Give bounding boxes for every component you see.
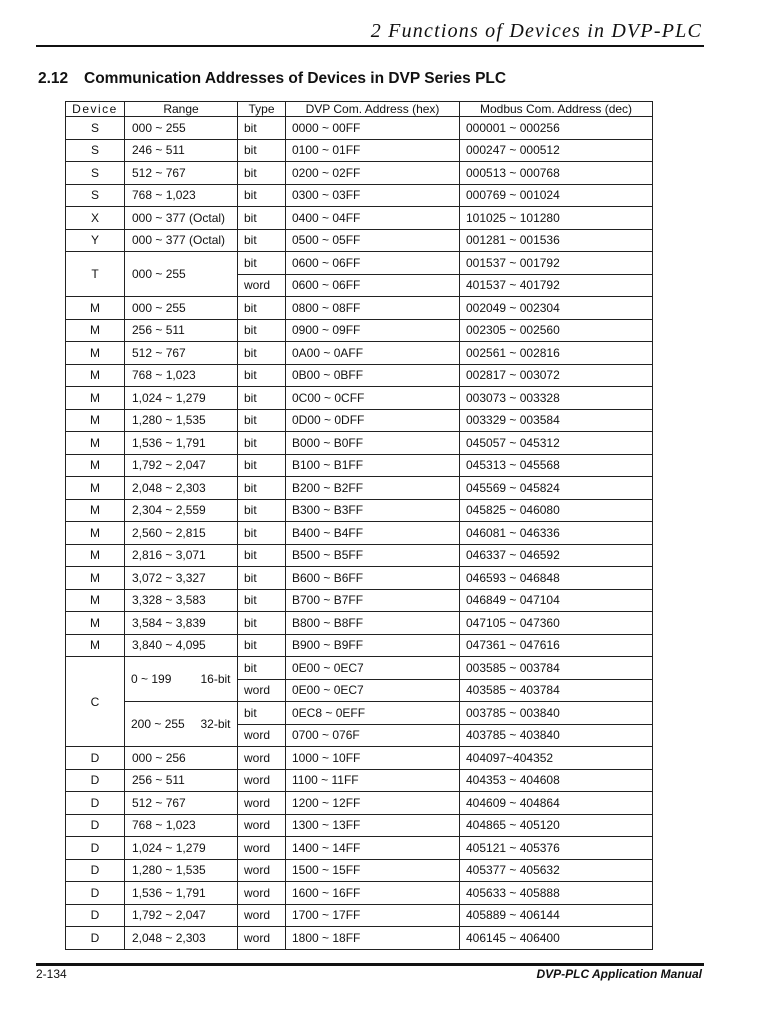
table-row [66,364,653,387]
range-cell: 2,048 ~ 2,303 [125,477,238,500]
header-rule [36,45,704,47]
dvp-address-cell: 0000 ~ 00FF [286,117,460,140]
table-row [66,634,653,657]
table-row [66,432,653,455]
chapter-header: 2 Functions of Devices in DVP-PLC [370,20,702,42]
device-cell: M [66,454,125,477]
range-cell: 000 ~ 255 [125,117,238,140]
type-cell: bit [238,657,286,680]
device-cell: M [66,522,125,545]
device-cell: T [66,252,125,297]
type-cell: word [238,747,286,770]
range-cell: 512 ~ 767 [125,162,238,185]
table-row [66,229,653,252]
modbus-address-cell: 401537 ~ 401792 [460,274,653,297]
range-cell: 1,536 ~ 1,791 [125,432,238,455]
type-cell: bit [238,364,286,387]
address-table [65,101,653,950]
footer-rule [36,963,704,966]
column-header-modbus-address: Modbus Com. Address (dec) [460,102,653,117]
device-cell: M [66,612,125,635]
type-cell: bit [238,252,286,275]
modbus-address-cell: 000247 ~ 000512 [460,139,653,162]
modbus-address-cell: 405121 ~ 405376 [460,837,653,860]
table-row [66,589,653,612]
range-cell: 2,560 ~ 2,815 [125,522,238,545]
device-cell: M [66,477,125,500]
modbus-address-cell: 003329 ~ 003584 [460,409,653,432]
dvp-address-cell: B300 ~ B3FF [286,499,460,522]
table-row [66,882,653,905]
dvp-address-cell: B400 ~ B4FF [286,522,460,545]
type-cell: word [238,927,286,950]
dvp-address-cell: B600 ~ B6FF [286,567,460,590]
range-cell: 000 ~ 256 [125,747,238,770]
dvp-address-cell: 1600 ~ 16FF [286,882,460,905]
device-cell: M [66,342,125,365]
device-cell: D [66,904,125,927]
dvp-address-cell: 0D00 ~ 0DFF [286,409,460,432]
dvp-address-cell: 0C00 ~ 0CFF [286,387,460,410]
modbus-address-cell: 000769 ~ 001024 [460,184,653,207]
type-cell: word [238,814,286,837]
device-cell: M [66,432,125,455]
type-cell: bit [238,544,286,567]
type-cell: bit [238,387,286,410]
table-row [66,207,653,230]
dvp-address-cell: 0E00 ~ 0EC7 [286,679,460,702]
page-number: 2-134 [36,967,67,981]
modbus-address-cell: 003585 ~ 003784 [460,657,653,680]
type-cell: word [238,837,286,860]
dvp-address-cell: B800 ~ B8FF [286,612,460,635]
modbus-address-cell: 046081 ~ 046336 [460,522,653,545]
range-cell: 000 ~ 255 [125,252,238,297]
type-cell: bit [238,139,286,162]
range-cell: 2,816 ~ 3,071 [125,544,238,567]
dvp-address-cell: 0EC8 ~ 0EFF [286,702,460,725]
range-cell: 3,072 ~ 3,327 [125,567,238,590]
modbus-address-cell: 404353 ~ 404608 [460,769,653,792]
table-row [66,297,653,320]
type-cell: word [238,274,286,297]
type-cell: word [238,882,286,905]
modbus-address-cell: 403785 ~ 403840 [460,724,653,747]
modbus-address-cell: 001537 ~ 001792 [460,252,653,275]
device-cell: C [66,657,125,747]
table-row [66,747,653,770]
device-cell: M [66,567,125,590]
modbus-address-cell: 405633 ~ 405888 [460,882,653,905]
type-cell: bit [238,297,286,320]
column-header-type: Type [238,102,286,117]
type-cell: bit [238,432,286,455]
device-cell: S [66,139,125,162]
type-cell: bit [238,612,286,635]
device-cell: D [66,769,125,792]
column-header-range: Range [125,102,238,117]
type-cell: bit [238,184,286,207]
counter-range-cell: 0 ~ 199 [125,657,198,702]
modbus-address-cell: 046593 ~ 046848 [460,567,653,590]
table-row [66,117,653,140]
table-row [66,477,653,500]
counter-width-cell: 16-bit [198,657,238,702]
column-header-dvp-address: DVP Com. Address (hex) [286,102,460,117]
modbus-address-cell: 003785 ~ 003840 [460,702,653,725]
table-row [66,612,653,635]
modbus-address-cell: 045313 ~ 045568 [460,454,653,477]
dvp-address-cell: 0300 ~ 03FF [286,184,460,207]
dvp-address-cell: B700 ~ B7FF [286,589,460,612]
dvp-address-cell: 0100 ~ 01FF [286,139,460,162]
table-row [66,927,653,950]
dvp-address-cell: 1500 ~ 15FF [286,859,460,882]
type-cell: word [238,769,286,792]
modbus-address-cell: 002561 ~ 002816 [460,342,653,365]
type-cell: word [238,679,286,702]
type-cell: word [238,792,286,815]
section-title-text: Communication Addresses of Devices in DVP Series PLC [84,70,507,87]
type-cell: bit [238,117,286,140]
type-cell: bit [238,634,286,657]
range-cell: 246 ~ 511 [125,139,238,162]
device-cell: S [66,117,125,140]
counter-width-cell: 32-bit [198,702,238,747]
dvp-address-cell: 1300 ~ 13FF [286,814,460,837]
device-cell: D [66,814,125,837]
modbus-address-cell: 000001 ~ 000256 [460,117,653,140]
modbus-address-cell: 046849 ~ 047104 [460,589,653,612]
manual-title: DVP-PLC Application Manual [536,967,702,981]
range-cell: 1,792 ~ 2,047 [125,454,238,477]
device-cell: D [66,927,125,950]
dvp-address-cell: 0700 ~ 076F [286,724,460,747]
section-title [38,70,506,88]
device-cell: Y [66,229,125,252]
table-row [66,769,653,792]
column-header-device: Device [66,102,125,117]
type-cell: bit [238,477,286,500]
dvp-address-cell: B100 ~ B1FF [286,454,460,477]
table-row [66,837,653,860]
dvp-address-cell: 0A00 ~ 0AFF [286,342,460,365]
table-row [66,904,653,927]
range-cell: 1,280 ~ 1,535 [125,409,238,432]
table-row [66,342,653,365]
device-cell: M [66,364,125,387]
dvp-address-cell: 1100 ~ 11FF [286,769,460,792]
table-row [66,162,653,185]
modbus-address-cell: 404865 ~ 405120 [460,814,653,837]
dvp-address-cell: B000 ~ B0FF [286,432,460,455]
modbus-address-cell: 405377 ~ 405632 [460,859,653,882]
device-cell: M [66,499,125,522]
range-cell: 2,048 ~ 2,303 [125,927,238,950]
device-cell: D [66,792,125,815]
dvp-address-cell: 1200 ~ 12FF [286,792,460,815]
type-cell: bit [238,319,286,342]
dvp-address-cell: B900 ~ B9FF [286,634,460,657]
modbus-address-cell: 045825 ~ 046080 [460,499,653,522]
type-cell: bit [238,589,286,612]
type-cell: bit [238,342,286,365]
dvp-address-cell: 1400 ~ 14FF [286,837,460,860]
dvp-address-cell: 0600 ~ 06FF [286,274,460,297]
type-cell: bit [238,567,286,590]
dvp-address-cell: 1700 ~ 17FF [286,904,460,927]
device-cell: S [66,162,125,185]
device-cell: D [66,882,125,905]
type-cell: bit [238,522,286,545]
range-cell: 512 ~ 767 [125,792,238,815]
range-cell: 768 ~ 1,023 [125,814,238,837]
modbus-address-cell: 001281 ~ 001536 [460,229,653,252]
device-cell: M [66,634,125,657]
device-cell: X [66,207,125,230]
header-row [66,102,653,117]
device-cell: M [66,409,125,432]
type-cell: bit [238,229,286,252]
modbus-address-cell: 002305 ~ 002560 [460,319,653,342]
range-cell: 1,024 ~ 1,279 [125,837,238,860]
modbus-address-cell: 406145 ~ 406400 [460,927,653,950]
range-cell: 256 ~ 511 [125,769,238,792]
device-cell: M [66,387,125,410]
device-cell: S [66,184,125,207]
table-row [66,252,653,275]
device-cell: D [66,859,125,882]
table-row [66,139,653,162]
modbus-address-cell: 404609 ~ 404864 [460,792,653,815]
table-row [66,409,653,432]
range-cell: 3,328 ~ 3,583 [125,589,238,612]
dvp-address-cell: 0900 ~ 09FF [286,319,460,342]
modbus-address-cell: 047361 ~ 047616 [460,634,653,657]
range-cell: 000 ~ 377 (Octal) [125,229,238,252]
range-cell: 768 ~ 1,023 [125,364,238,387]
type-cell: word [238,724,286,747]
dvp-address-cell: B200 ~ B2FF [286,477,460,500]
type-cell: bit [238,702,286,725]
range-cell: 1,024 ~ 1,279 [125,387,238,410]
modbus-address-cell: 404097~404352 [460,747,653,770]
range-cell: 1,536 ~ 1,791 [125,882,238,905]
modbus-address-cell: 002817 ~ 003072 [460,364,653,387]
modbus-address-cell: 405889 ~ 406144 [460,904,653,927]
table-row [66,499,653,522]
dvp-address-cell: 0E00 ~ 0EC7 [286,657,460,680]
range-cell: 768 ~ 1,023 [125,184,238,207]
modbus-address-cell: 002049 ~ 002304 [460,297,653,320]
modbus-address-cell: 003073 ~ 003328 [460,387,653,410]
table-row [66,567,653,590]
range-cell: 3,584 ~ 3,839 [125,612,238,635]
type-cell: bit [238,454,286,477]
dvp-address-cell: 0600 ~ 06FF [286,252,460,275]
dvp-address-cell: 0500 ~ 05FF [286,229,460,252]
dvp-address-cell: B500 ~ B5FF [286,544,460,567]
table-row [66,522,653,545]
range-cell: 000 ~ 377 (Octal) [125,207,238,230]
device-cell: M [66,319,125,342]
dvp-address-cell: 0800 ~ 08FF [286,297,460,320]
section-number: 2.12 [38,70,69,87]
type-cell: word [238,904,286,927]
device-cell: M [66,544,125,567]
modbus-address-cell: 403585 ~ 403784 [460,679,653,702]
table-row [66,454,653,477]
range-cell: 1,280 ~ 1,535 [125,859,238,882]
dvp-address-cell: 0400 ~ 04FF [286,207,460,230]
modbus-address-cell: 101025 ~ 101280 [460,207,653,230]
table-row [66,792,653,815]
table-row [66,657,653,680]
device-cell: M [66,589,125,612]
modbus-address-cell: 045569 ~ 045824 [460,477,653,500]
table-row [66,859,653,882]
device-cell: D [66,747,125,770]
type-cell: bit [238,499,286,522]
range-cell: 256 ~ 511 [125,319,238,342]
device-cell: D [66,837,125,860]
dvp-address-cell: 1000 ~ 10FF [286,747,460,770]
dvp-address-cell: 0200 ~ 02FF [286,162,460,185]
table-row [66,814,653,837]
range-cell: 512 ~ 767 [125,342,238,365]
table-row [66,702,653,725]
modbus-address-cell: 000513 ~ 000768 [460,162,653,185]
table-body [66,117,653,950]
dvp-address-cell: 0B00 ~ 0BFF [286,364,460,387]
table-row [66,544,653,567]
range-cell: 3,840 ~ 4,095 [125,634,238,657]
table-row [66,319,653,342]
type-cell: bit [238,207,286,230]
device-cell: M [66,297,125,320]
modbus-address-cell: 046337 ~ 046592 [460,544,653,567]
type-cell: bit [238,409,286,432]
modbus-address-cell: 047105 ~ 047360 [460,612,653,635]
counter-range-cell: 200 ~ 255 [125,702,198,747]
type-cell: bit [238,162,286,185]
table-row [66,387,653,410]
type-cell: word [238,859,286,882]
range-cell: 2,304 ~ 2,559 [125,499,238,522]
modbus-address-cell: 045057 ~ 045312 [460,432,653,455]
range-cell: 000 ~ 255 [125,297,238,320]
table-row [66,184,653,207]
range-cell: 1,792 ~ 2,047 [125,904,238,927]
dvp-address-cell: 1800 ~ 18FF [286,927,460,950]
